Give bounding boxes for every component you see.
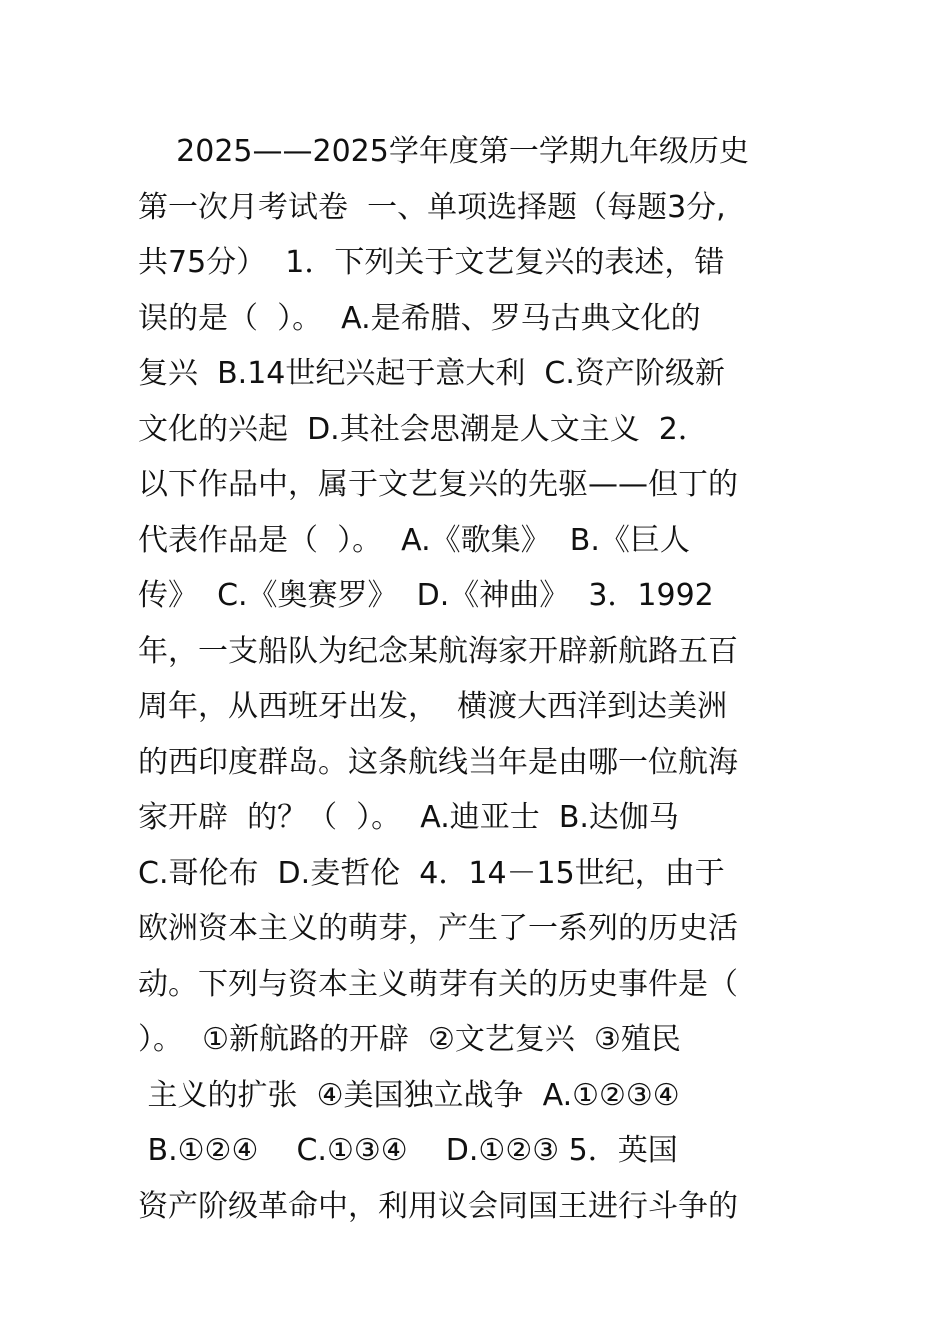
text-line: 第一次月考试卷 一、单项选择题（每题3分, — [138, 189, 726, 225]
text-line: 代表作品是（ ）。 A.《歌集》 B.《巨人 — [138, 522, 690, 558]
text-line: 欧洲资本主义的萌芽，产生了一系列的历史活 — [138, 911, 738, 946]
text-line: 动。下列与资本主义萌芽有关的历史事件是（ — [138, 966, 738, 1002]
text-line: 周年，从西班牙出发， 横渡大西洋到达美洲 — [138, 689, 728, 724]
text-line: ）。 ①新航路的开辟 ②文艺复兴 ③殖民 — [138, 1022, 681, 1057]
text-line: 以下作品中，属于文艺复兴的先驱——但丁的 — [138, 467, 738, 502]
text-line: 共75分） 1．下列关于文艺复兴的表述，错 — [138, 245, 725, 280]
text-line: 年，一支船队为纪念某航海家开辟新航路五百 — [138, 633, 738, 669]
text-line: 家开辟 的？（ ）。 A.迪亚士 B.达伽马 — [138, 800, 679, 835]
text-line: 资产阶级革命中，利用议会同国王进行斗争的 — [138, 1188, 738, 1224]
text-line: 复兴 B.14世纪兴起于意大利 C.资产阶级新 — [138, 356, 725, 391]
text-line: 2025——2025学年度第一学期九年级历史 — [138, 134, 749, 169]
text-line: 误的是（ ）。 A.是希腊、罗马古典文化的 — [138, 300, 701, 336]
text-line: 的西印度群岛。这条航线当年是由哪一位航海 — [138, 744, 738, 780]
text-line: 文化的兴起 D.其社会思潮是人文主义 2． — [138, 411, 708, 447]
text-line: B.①②④ C.①③④ D.①②③ 5．英国 — [138, 1133, 678, 1168]
text-line: 传》 C.《奥赛罗》 D.《神曲》 3．1992 — [138, 578, 714, 613]
text-line: C.哥伦布 D.麦哲伦 4．14－15世纪，由于 — [138, 855, 725, 891]
exam-text-block — [138, 124, 828, 1234]
text-line: 主义的扩张 ④美国独立战争 A.①②③④ — [138, 1077, 680, 1113]
